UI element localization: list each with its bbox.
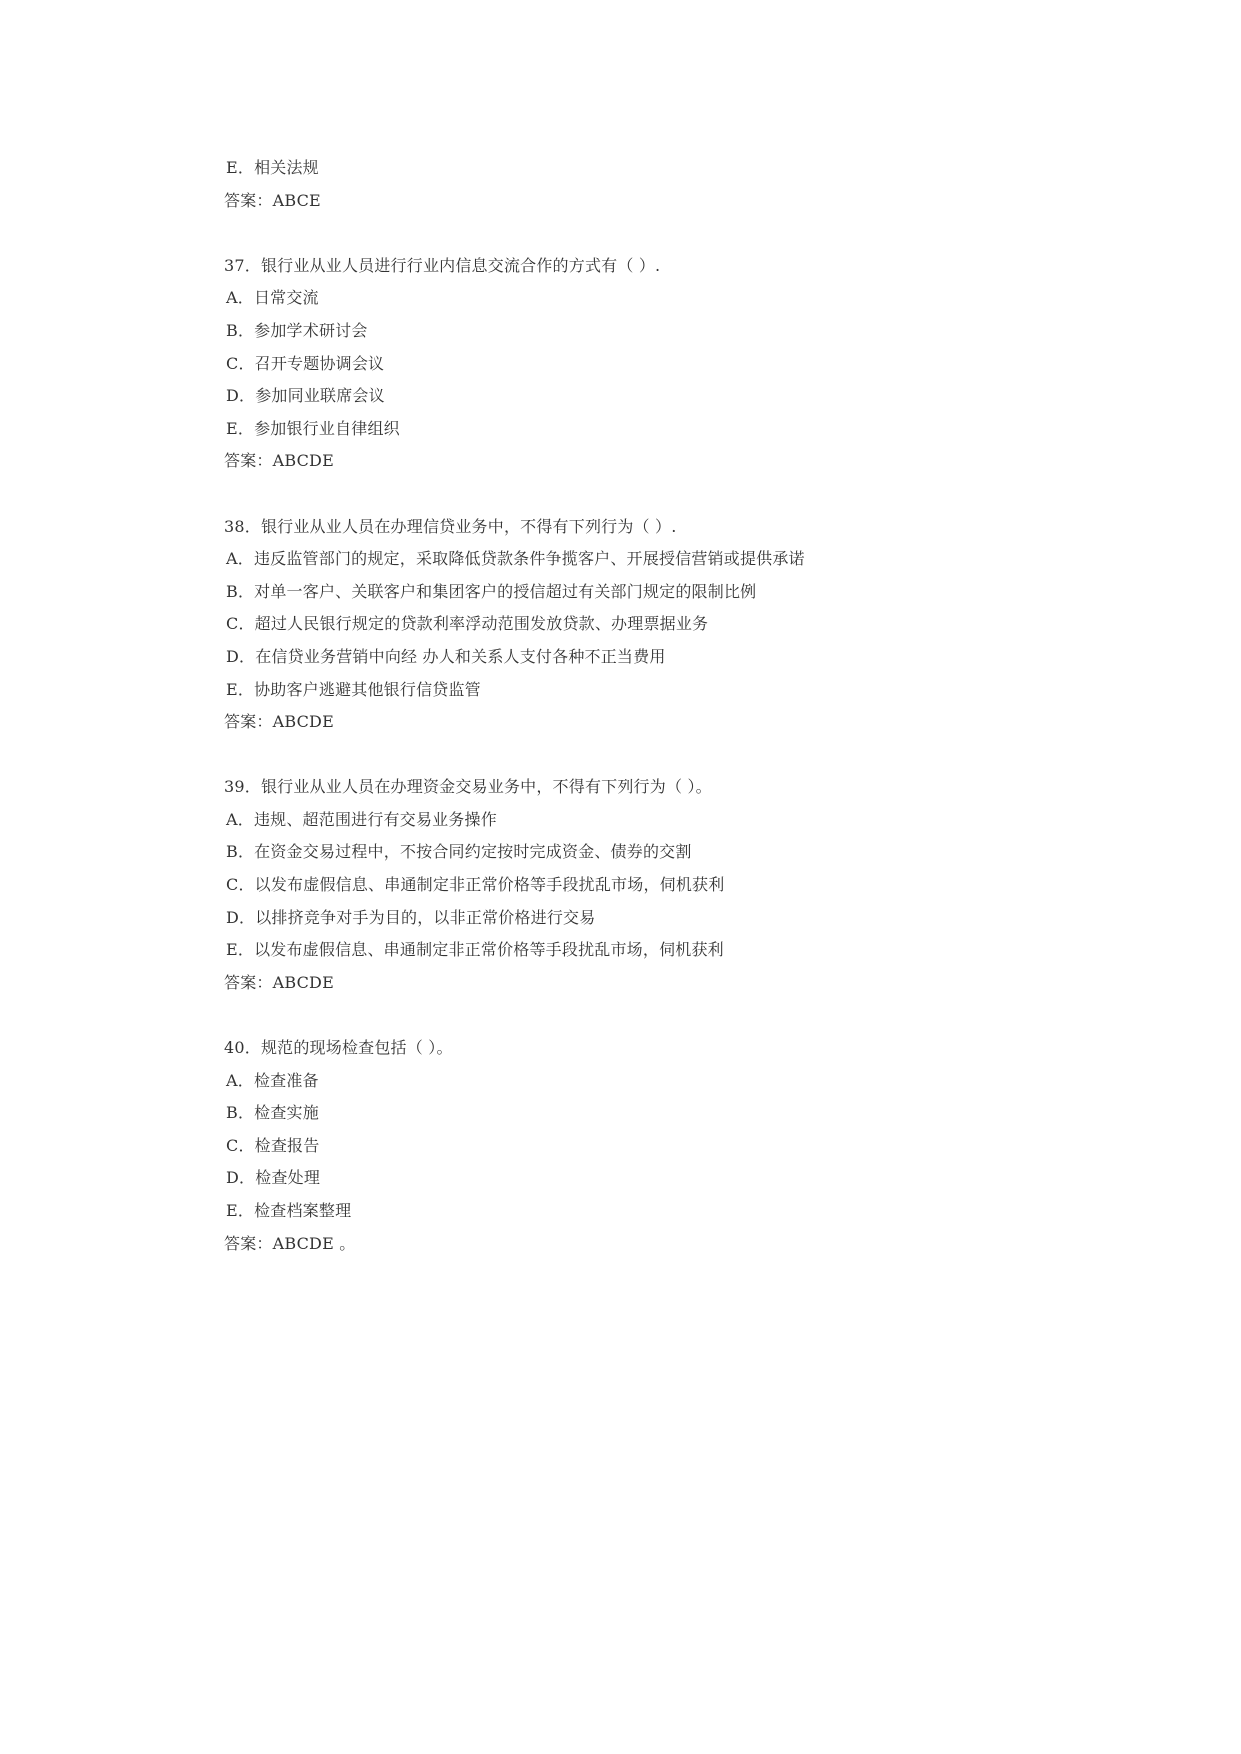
- answer: 答案：ABCDE: [224, 451, 334, 471]
- option-a: A．违反监管部门的规定，采取降低贷款条件争揽客户、开展授信营销或提供承诺: [226, 549, 805, 569]
- option-a: A．检查准备: [226, 1070, 319, 1090]
- answer: 答案：ABCDE 。: [224, 1233, 356, 1253]
- option-b: B．在资金交易过程中，不按合同约定按时完成资金、债券的交割: [226, 842, 692, 862]
- option-c: C．检查报告: [226, 1135, 320, 1155]
- option-d: D．参加同业联席会议: [226, 386, 385, 406]
- prior-option-e: E．相关法规: [226, 158, 319, 177]
- prior-answer: 答案：ABCE: [224, 190, 321, 210]
- option-e: E．协助客户逃避其他银行信贷监管: [226, 679, 481, 699]
- option-a: A．日常交流: [226, 288, 319, 308]
- option-e: E．以发布虚假信息、串通制定非正常价格等手段扰乱市场，伺机获利: [226, 940, 724, 960]
- option-d: D．在信贷业务营销中向经 办人和关系人支付各种不正当费用: [226, 646, 666, 666]
- option-c: C．以发布虚假信息、串通制定非正常价格等手段扰乱市场，伺机获利: [226, 875, 725, 895]
- option-c: C．召开专题协调会议: [226, 353, 385, 373]
- question-40: [224, 1032, 1124, 1260]
- option-e: E．检查档案整理: [226, 1201, 352, 1220]
- question-stem: 37．银行业从业人员进行行业内信息交流合作的方式有（ ）.: [224, 255, 661, 275]
- option-d: D．以排挤竞争对手为目的，以非正常价格进行交易: [226, 907, 596, 927]
- option-e: E．参加银行业自律组织: [226, 418, 400, 438]
- option-b: B．检查实施: [226, 1103, 319, 1123]
- spacer: [224, 478, 1124, 511]
- question-39: [224, 771, 1124, 999]
- document-page: [224, 152, 1124, 1260]
- option-d: D．检查处理: [226, 1168, 321, 1188]
- option-c: C．超过人民银行规定的贷款利率浮动范围发放贷款、办理票据业务: [226, 614, 709, 634]
- spacer: [224, 217, 1124, 250]
- option-b: B．对单一客户、关联客户和集团客户的授信超过有关部门规定的限制比例: [226, 581, 757, 601]
- answer: 答案：ABCDE: [224, 712, 334, 732]
- question-stem: 38．银行业从业人员在办理信贷业务中，不得有下列行为（ ）.: [224, 516, 677, 536]
- option-a: A．违规、超范围进行有交易业务操作: [226, 809, 497, 829]
- question-38: [224, 511, 1124, 739]
- question-stem: 40．规范的现场检查包括（ ）。: [224, 1038, 453, 1058]
- question-37: [224, 250, 1124, 478]
- question-stem: 39．银行业从业人员在办理资金交易业务中，不得有下列行为（ ）。: [224, 777, 712, 797]
- option-b: B．参加学术研讨会: [226, 320, 368, 340]
- spacer: [224, 739, 1124, 772]
- answer: 答案：ABCDE: [224, 972, 334, 992]
- spacer: [224, 999, 1124, 1032]
